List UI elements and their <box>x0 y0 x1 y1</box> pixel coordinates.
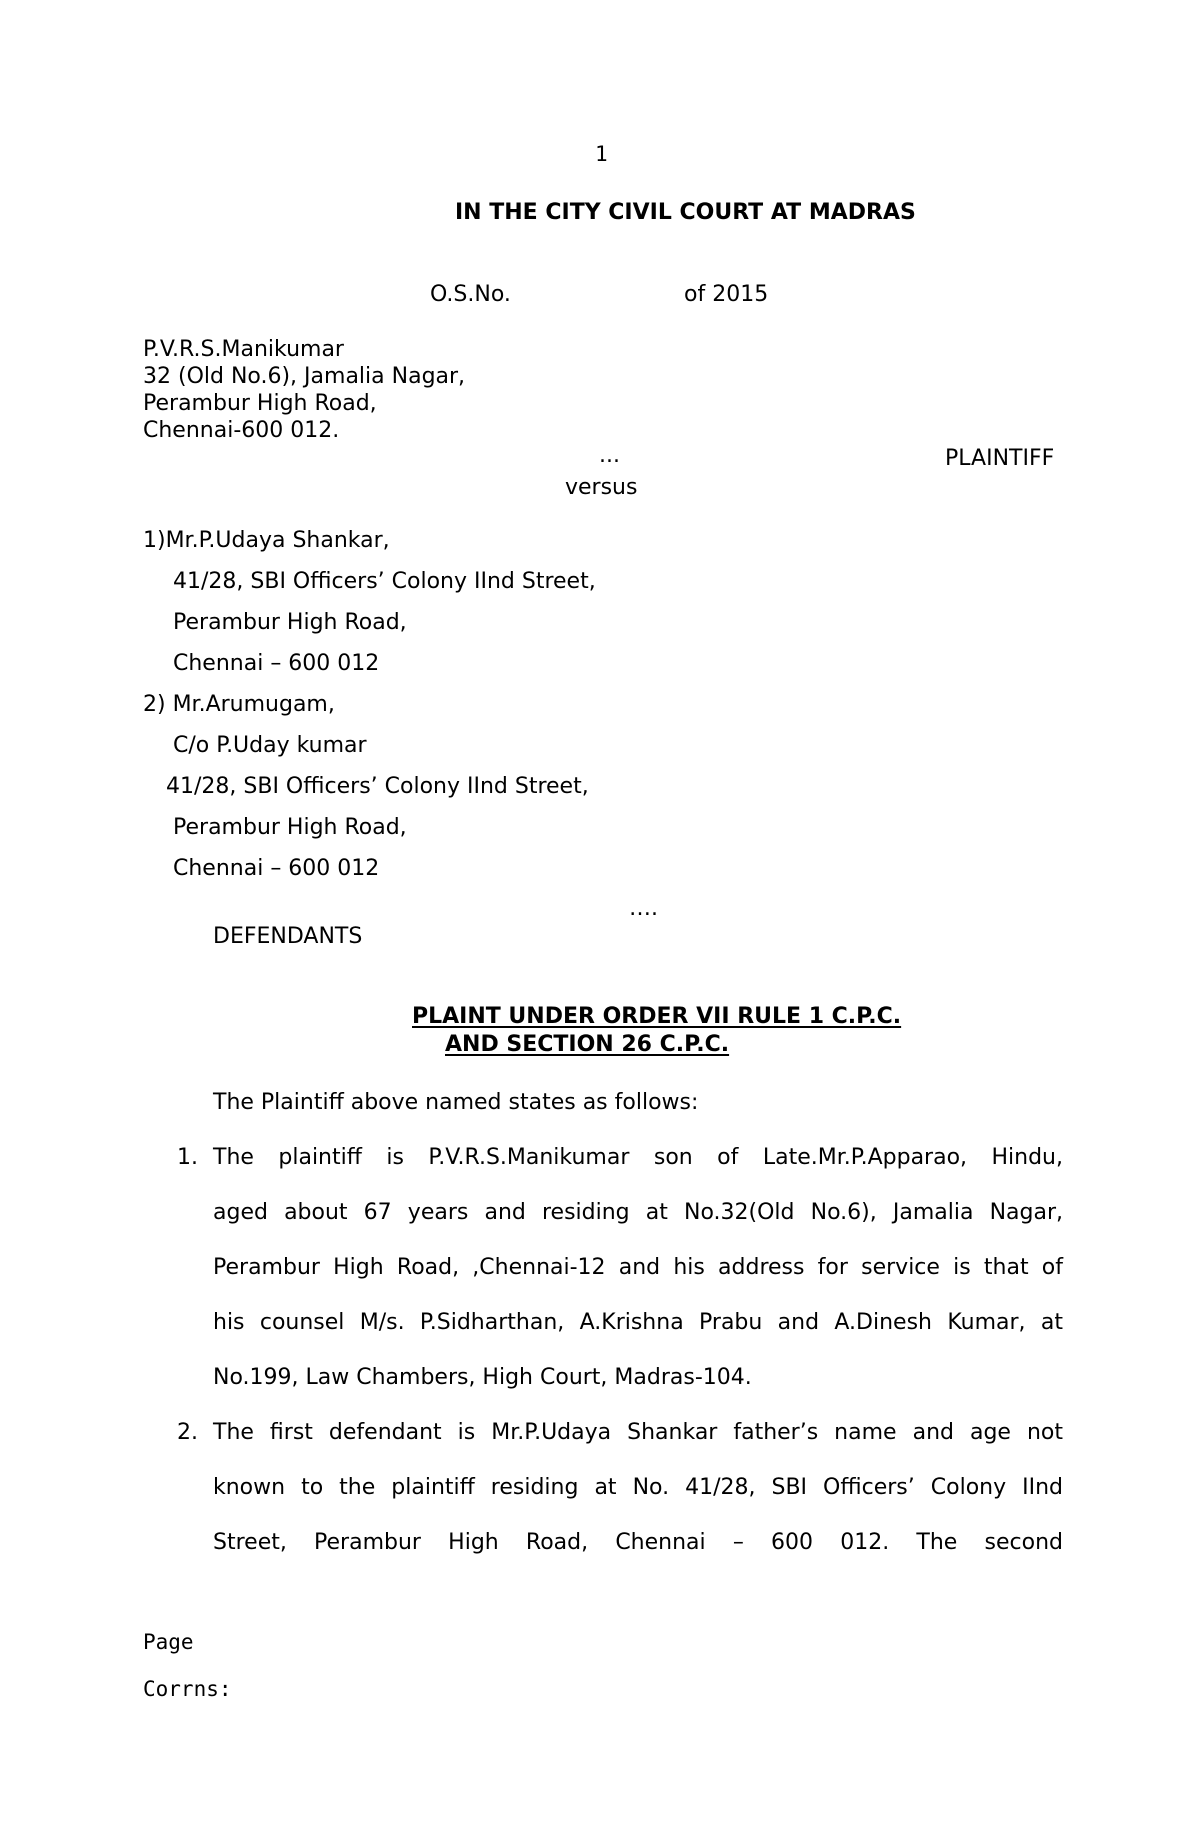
defendant-address-line: Chennai – 600 012 <box>173 856 380 881</box>
paragraph-line: Street, Perambur High Road, Chennai – 600 012. The second <box>213 1530 1063 1555</box>
versus-label: versus <box>565 475 638 500</box>
paragraph-line: Perambur High Road, ,Chennai-12 and his address for service is that of <box>213 1255 1063 1280</box>
defendant-name: 2) Mr.Arumugam, <box>143 692 335 717</box>
defendant-address-line: 41/28, SBI Officers’ Colony IInd Street, <box>173 569 596 594</box>
plaintiff-address-line: Perambur High Road, <box>143 391 377 416</box>
defendant-address-line: Chennai – 600 012 <box>173 651 380 676</box>
paragraph-line: No.199, Law Chambers, High Court, Madras-104. <box>213 1365 752 1390</box>
defendant-address-line: 41/28, SBI Officers’ Colony IInd Street, <box>166 774 589 799</box>
plaintiff-role: PLAINTIFF <box>945 446 1055 471</box>
plaintiff-dots: ... <box>599 443 620 468</box>
defendant-address-line: Perambur High Road, <box>173 610 407 635</box>
defendant-address-line: Perambur High Road, <box>173 815 407 840</box>
suit-number-label: O.S.No. <box>430 282 511 307</box>
plaintiff-address-line: Chennai-600 012. <box>143 418 340 443</box>
paragraph-number: 2. <box>177 1420 198 1445</box>
paragraph-number: 1. <box>177 1145 198 1170</box>
defendant-address-line: C/o P.Uday kumar <box>173 733 367 758</box>
paragraph-line: his counsel M/s. P.Sidharthan, A.Krishna Prabu and A.Dinesh Kumar, at <box>213 1310 1063 1335</box>
intro-text: The Plaintiff above named states as follows: <box>213 1090 699 1115</box>
paragraph-line: The plaintiff is P.V.R.S.Manikumar son of Late.Mr.P.Apparao, Hindu, <box>213 1145 1063 1170</box>
court-title: IN THE CITY CIVIL COURT AT MADRAS <box>455 200 916 225</box>
defendants-role: DEFENDANTS <box>213 924 363 949</box>
paragraph-line: The first defendant is Mr.P.Udaya Shankar father’s name and age not <box>213 1420 1063 1445</box>
plaintiff-address-line: 32 (Old No.6), Jamalia Nagar, <box>143 364 466 389</box>
plaintiff-name: P.V.R.S.Manikumar <box>143 337 344 362</box>
footer-corrns-label: Corrns: <box>143 1677 232 1701</box>
paragraph-line: known to the plaintiff residing at No. 41/28, SBI Officers’ Colony IInd <box>213 1475 1063 1500</box>
plaint-heading-line2: AND SECTION 26 C.P.C. <box>445 1032 730 1057</box>
defendants-dots: …. <box>629 896 658 921</box>
page-number: 1 <box>595 142 608 166</box>
plaint-heading-line1: PLAINT UNDER ORDER VII RULE 1 C.P.C. <box>412 1004 902 1029</box>
paragraph-line: aged about 67 years and residing at No.32(Old No.6), Jamalia Nagar, <box>213 1200 1063 1225</box>
footer-page-label: Page <box>143 1630 194 1654</box>
suit-year: of 2015 <box>684 282 769 307</box>
defendant-name: 1)Mr.P.Udaya Shankar, <box>143 528 390 553</box>
